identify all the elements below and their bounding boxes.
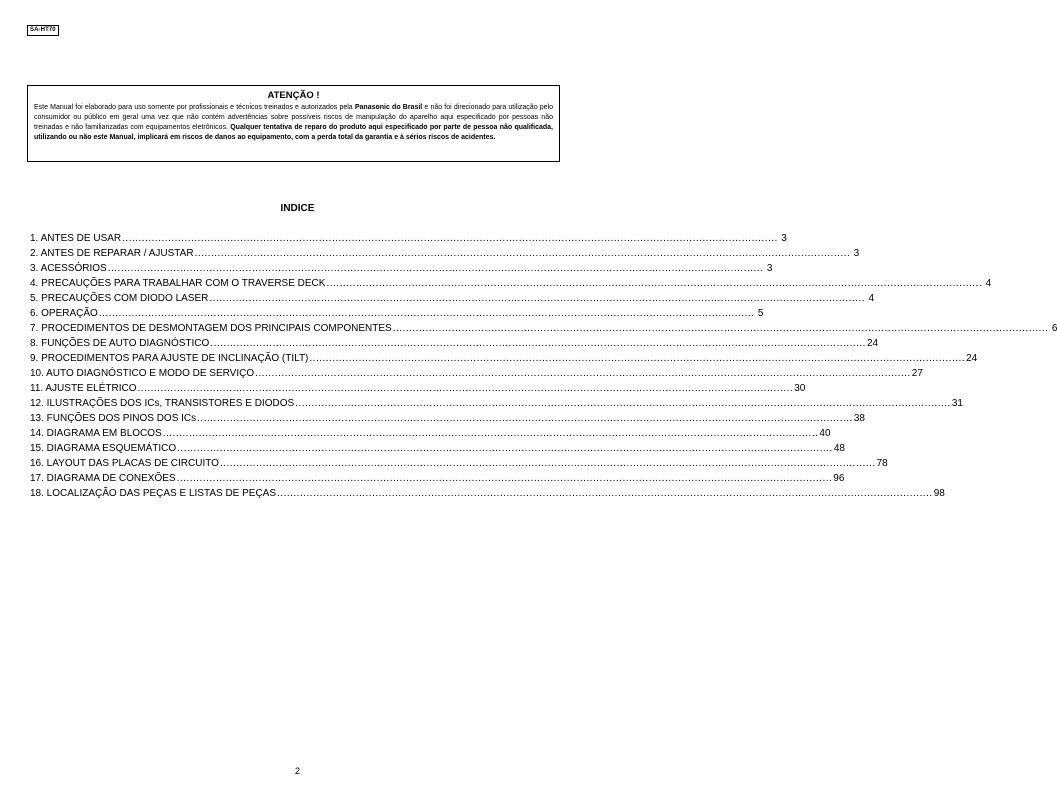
toc-entry-title: 5. PRECAUÇÕES COM DIODO LASER — [30, 293, 209, 304]
toc-dot-leader: ........................................................................................................................................................................................................ — [255, 368, 911, 379]
warning-title: ATENÇÃO ! — [267, 90, 320, 101]
toc-dot-leader: ........................................................................................................................................................................................................ — [219, 458, 876, 469]
toc-dot-leader: ........................................................................................................................................................................................................ — [177, 443, 833, 454]
toc-entry-title: 11. AJUSTE ELÉTRICO — [30, 383, 137, 394]
toc-dot-leader: ........................................................................................................................................................................................................ — [209, 293, 866, 304]
toc-dot-leader: ........................................................................................................................................................................................................ — [277, 488, 933, 499]
toc-dot-leader: ........................................................................................................................................................................................................ — [98, 308, 755, 319]
toc-dot-leader: ........................................................................................................................................................................................................ — [392, 323, 1049, 334]
toc-entry[interactable] — [30, 233, 787, 248]
toc-entry-title: 1. ANTES DE USAR — [30, 233, 122, 244]
toc-entry[interactable] — [30, 248, 860, 263]
toc-entry-title: 10. AUTO DIAGNÓSTICO E MODO DE SERVIÇO — [30, 368, 255, 379]
toc-entry[interactable] — [30, 488, 945, 503]
toc-entry[interactable] — [30, 278, 992, 293]
warning-bold-text: Qualquer tentativa de reparo do produto aqui especificado por parte de pessoa não qualificada, utilizando ou não este Manual, implicará em riscos de danos ao equipamento, com a perda total da garantia e à sérios riscos de acidentes. — [34, 124, 553, 141]
toc-entry[interactable] — [30, 473, 845, 488]
toc-entry[interactable] — [30, 428, 831, 443]
toc-entry-page: 96 — [833, 473, 845, 484]
warning-box — [27, 85, 560, 162]
toc-entry-page: 98 — [933, 488, 945, 499]
toc-entry-page: 3 — [766, 263, 773, 274]
toc-entry-page: 6 — [1051, 323, 1057, 334]
toc-entry[interactable] — [30, 413, 865, 428]
toc-entry-page: 30 — [794, 383, 806, 394]
toc-entry-page: 27 — [911, 368, 923, 379]
page-number: 2 — [294, 766, 300, 776]
toc-entry-page: 38 — [853, 413, 865, 424]
toc-dot-leader: ........................................................................................................................................................................................................ — [295, 398, 951, 409]
toc-entry-page: 4 — [985, 278, 992, 289]
table-of-contents — [30, 233, 1057, 503]
warning-line1-pre: Este Manual foi elaborado para uso somente por profissionais e técnicos treinados e autorizados pela — [34, 104, 355, 111]
toc-entry[interactable] — [30, 383, 806, 398]
toc-dot-leader: ........................................................................................................................................................................................................ — [176, 473, 833, 484]
warning-line1-post: e não foi direcionado para utilização pelo consumidor ou público em geral uma vez que não contém advertências sobre possíveis riscos de manipulação do aparelho aqui especificado por pessoas não treinadas e não familiarizadas com equipamentos eletrônicos. — [34, 104, 553, 131]
toc-entry-title: 18. LOCALIZAÇÃO DAS PEÇAS E LISTAS DE PEÇAS — [30, 488, 277, 499]
toc-entry-page: 24 — [866, 338, 879, 349]
toc-dot-leader: ........................................................................................................................................................................................................ — [197, 413, 853, 424]
toc-entry[interactable] — [30, 323, 1057, 338]
toc-entry-page: 4 — [868, 293, 875, 304]
toc-entry-page: 48 — [833, 443, 845, 454]
toc-entry-title: 15. DIAGRAMA ESQUEMÁTICO — [30, 443, 177, 454]
toc-dot-leader: ........................................................................................................................................................................................................ — [210, 338, 866, 349]
warning-brand: Panasonic do Brasil — [354, 104, 423, 111]
toc-entry-title: 7. PROCEDIMENTOS DE DESMONTAGEM DOS PRINCIPAIS COMPONENTES — [30, 323, 392, 334]
toc-entry-title: 8. FUNÇÕES DE AUTO DIAGNÓSTICO — [30, 338, 210, 349]
toc-dot-leader: ........................................................................................................................................................................................................ — [122, 233, 778, 244]
warning-text — [34, 103, 553, 143]
toc-entry-title: 9. PROCEDIMENTOS PARA AJUSTE DE INCLINAÇÃO (TILT) — [30, 353, 309, 364]
toc-dot-leader: ........................................................................................................................................................................................................ — [309, 353, 966, 364]
toc-dot-leader: ........................................................................................................................................................................................................ — [194, 248, 851, 259]
toc-entry-page: 24 — [966, 353, 978, 364]
toc-entry-title: 17. DIAGRAMA DE CONEXÕES — [30, 473, 176, 484]
toc-entry-page: 31 — [951, 398, 963, 409]
toc-entry-page: 3 — [781, 233, 787, 244]
toc-entry[interactable] — [30, 458, 888, 473]
toc-entry-page: 3 — [853, 248, 860, 259]
toc-entry[interactable] — [30, 338, 879, 353]
toc-dot-leader: ........................................................................................................................................................................................................ — [107, 263, 764, 274]
toc-entry-title: 3. ACESSÓRIOS — [30, 263, 107, 274]
toc-entry-title: 13. FUNÇÕES DOS PINOS DOS ICs — [30, 413, 197, 424]
toc-entry-title: 4. PRECAUÇÕES PARA TRABALHAR COM O TRAVERSE DECK — [30, 278, 326, 289]
toc-entry-title: 12. ILUSTRAÇÕES DOS ICs, TRANSISTORES E DIODOS — [30, 398, 295, 409]
toc-entry[interactable] — [30, 398, 963, 413]
toc-entry[interactable] — [30, 368, 923, 383]
toc-entry-title: 14. DIAGRAMA EM BLOCOS — [30, 428, 162, 439]
toc-entry-page: 5 — [757, 308, 764, 319]
toc-dot-leader: ........................................................................................................................................................................................................ — [137, 383, 794, 394]
toc-dot-leader: ........................................................................................................................................................................................................ — [326, 278, 983, 289]
toc-entry[interactable] — [30, 353, 978, 368]
toc-entry-title: 6. OPERAÇÃO — [30, 308, 98, 319]
toc-entry-title: 2. ANTES DE REPARAR / AJUSTAR — [30, 248, 194, 259]
toc-entry[interactable] — [30, 443, 845, 458]
toc-entry[interactable] — [30, 308, 764, 323]
toc-entry-page: 78 — [876, 458, 888, 469]
toc-entry-page: 40 — [819, 428, 831, 439]
toc-dot-leader: ........................................................................................................................................................................................................ — [162, 428, 819, 439]
toc-entry-title: 16. LAYOUT DAS PLACAS DE CIRCUITO — [30, 458, 219, 469]
model-tag: SA-HT70 — [27, 25, 59, 36]
toc-entry[interactable] — [30, 293, 875, 308]
toc-entry[interactable] — [30, 263, 773, 278]
index-title: INDICE — [280, 203, 315, 214]
